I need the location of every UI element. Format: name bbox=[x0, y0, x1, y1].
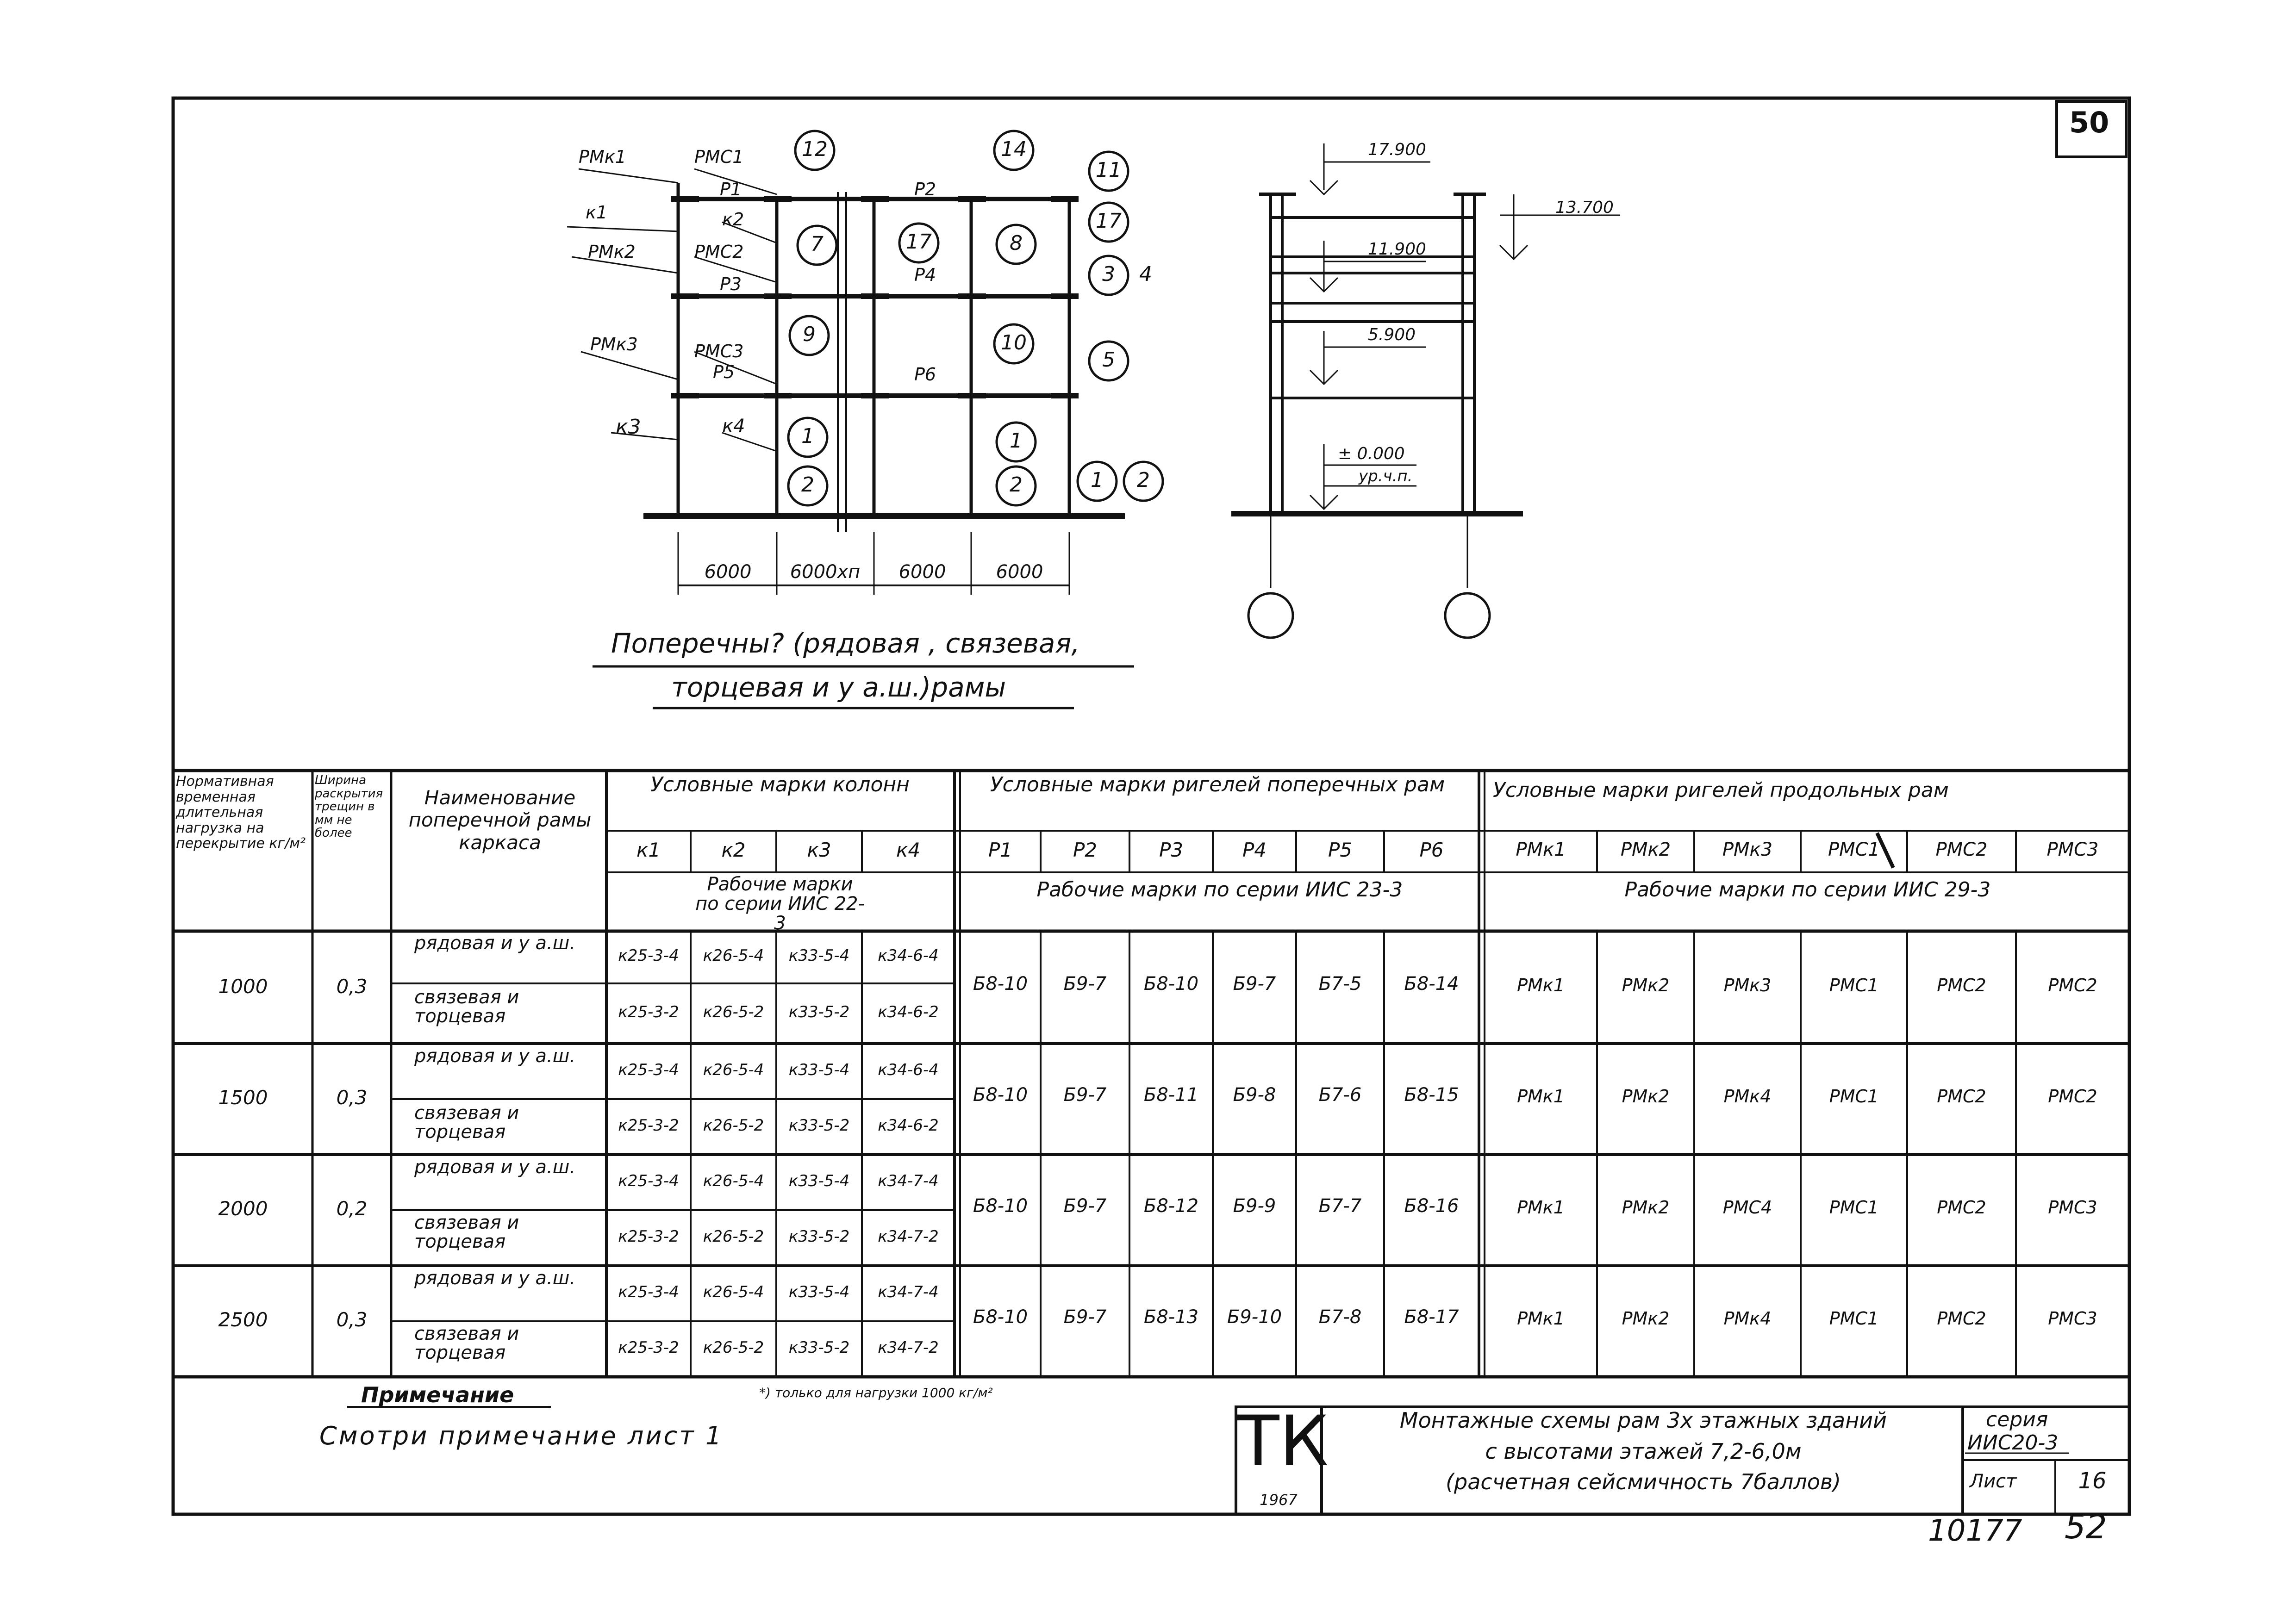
crack-value: 0,3 bbox=[336, 1086, 368, 1109]
table-cell: Б9-7 bbox=[1233, 973, 1276, 995]
col-mark-k2: к2 bbox=[721, 839, 746, 861]
node-17a: 17 bbox=[906, 230, 932, 254]
table-cell: Б8-10 bbox=[973, 1195, 1028, 1217]
node-4: 4 bbox=[1139, 262, 1152, 286]
header-columns: Условные марки колонн bbox=[650, 773, 910, 796]
table-cell: РМк4 bbox=[1723, 1308, 1772, 1329]
table-cell: Б8-13 bbox=[1143, 1306, 1199, 1328]
crack-value: 0,2 bbox=[336, 1197, 368, 1220]
table-cell: РМС1 bbox=[1829, 975, 1879, 995]
table-cell: к34-7-4 bbox=[878, 1283, 939, 1301]
trans-mark-p1: Р1 bbox=[988, 839, 1013, 861]
section-diagram bbox=[1231, 140, 1620, 638]
table-cell: РМк2 bbox=[1622, 1086, 1670, 1107]
node-9: 9 bbox=[803, 323, 816, 346]
node-2c: 2 bbox=[1137, 468, 1150, 492]
node-7: 7 bbox=[811, 232, 824, 256]
label-rmk3: РМк3 bbox=[590, 334, 638, 354]
frame-name: рядовая и у а.ш. bbox=[414, 1045, 576, 1067]
table-cell: РМС2 bbox=[1937, 1197, 1986, 1218]
table-cell: Б9-10 bbox=[1227, 1306, 1282, 1328]
table-cell: Б8-10 bbox=[973, 1084, 1028, 1106]
label-rmc2: РМС2 bbox=[694, 242, 744, 262]
node-8: 8 bbox=[1010, 231, 1023, 255]
table-cell: Б8-10 bbox=[973, 1306, 1028, 1328]
elev-11900: 11.900 bbox=[1368, 240, 1426, 259]
table-cell: Б8-14 bbox=[1404, 973, 1459, 995]
elev-0000: ± 0.000 bbox=[1338, 444, 1405, 463]
table-cell: к34-7-4 bbox=[878, 1172, 939, 1190]
node-5: 5 bbox=[1102, 348, 1115, 372]
table-cell: к33-5-4 bbox=[788, 946, 850, 965]
table-cell: Б7-5 bbox=[1318, 973, 1362, 995]
table-cell: РМС2 bbox=[1937, 1308, 1986, 1329]
bottom-number-left: 10177 bbox=[1928, 1514, 2022, 1548]
trans-mark-p5: Р5 bbox=[1328, 839, 1353, 861]
load-value: 2000 bbox=[218, 1197, 268, 1220]
header-load: Нормативная временная длительная нагрузка на перекрытие кг/м² bbox=[176, 773, 306, 852]
trans-mark-p4: Р4 bbox=[1242, 839, 1267, 861]
node-17b: 17 bbox=[1096, 209, 1122, 233]
table-cell: Б9-7 bbox=[1063, 1084, 1107, 1106]
elev-floor: ур.ч.п. bbox=[1359, 467, 1413, 485]
table-cell: Б8-17 bbox=[1404, 1306, 1459, 1328]
table-cell: РМк1 bbox=[1517, 1197, 1565, 1218]
col-mark-k3: к3 bbox=[807, 839, 831, 861]
table-cell: к34-6-2 bbox=[878, 1116, 939, 1135]
frame-name: связевая и торцевая bbox=[414, 1212, 519, 1252]
span-2: 6000хп bbox=[790, 561, 861, 583]
label-p3: Р3 bbox=[720, 274, 742, 294]
table-cell: Б7-7 bbox=[1318, 1195, 1362, 1217]
node-2a: 2 bbox=[801, 473, 814, 497]
footnote: *) только для нагрузки 1000 кг/м² bbox=[759, 1385, 993, 1400]
node-11: 11 bbox=[1096, 158, 1122, 182]
label-k2: к2 bbox=[722, 209, 744, 230]
table-cell: РМк2 bbox=[1622, 975, 1670, 995]
long-mark-4: РМС1 bbox=[1828, 839, 1880, 860]
frame-diagram bbox=[567, 131, 1163, 708]
table-cell: РМС3 bbox=[2048, 1308, 2097, 1329]
logo-tk: ТК bbox=[1237, 1401, 1329, 1482]
span-3: 6000 bbox=[898, 561, 946, 583]
table-cell: Б8-10 bbox=[1143, 973, 1199, 995]
table-cell: Б7-6 bbox=[1318, 1084, 1362, 1106]
frame-name: рядовая и у а.ш. bbox=[414, 1157, 576, 1178]
notes-text: Смотри примечание лист 1 bbox=[319, 1421, 724, 1450]
table-cell: Б8-16 bbox=[1404, 1195, 1459, 1217]
table-cell: к33-5-2 bbox=[788, 1338, 850, 1357]
table-cell: к33-5-4 bbox=[788, 1172, 850, 1190]
table-cell: к26-5-2 bbox=[703, 1003, 764, 1021]
table-cell: к26-5-4 bbox=[703, 1283, 764, 1301]
table-cell: к25-3-2 bbox=[618, 1227, 679, 1246]
label-p1: Р1 bbox=[720, 179, 742, 199]
long-mark-2: РМк2 bbox=[1620, 839, 1671, 860]
table-cell: Б7-8 bbox=[1318, 1306, 1362, 1328]
table-cell: к26-5-2 bbox=[703, 1227, 764, 1246]
span-4: 6000 bbox=[996, 561, 1043, 583]
header-crack: Ширина раскрытия трещин в мм не более bbox=[315, 773, 383, 840]
series-transverse: Рабочие марки по серии ИИС 23-3 bbox=[1036, 878, 1403, 902]
header-frame: Наименование поперечной рамы каркаса bbox=[408, 786, 592, 854]
table-cell: Б8-11 bbox=[1143, 1084, 1199, 1106]
label-rmk2: РМк2 bbox=[588, 242, 636, 262]
frame-name: связевая и торцевая bbox=[414, 1323, 519, 1363]
series-value: ИИС20-3 bbox=[1967, 1431, 2059, 1455]
long-mark-1: РМк1 bbox=[1516, 839, 1566, 860]
table-cell: РМк4 bbox=[1723, 1086, 1772, 1107]
node-1c: 1 bbox=[1091, 468, 1104, 492]
caption-line-1: Поперечны? (рядовая , связевая, bbox=[611, 628, 1080, 659]
table-cell: РМС3 bbox=[2048, 1197, 2097, 1218]
label-p2: Р2 bbox=[914, 179, 936, 199]
bottom-number-right: 52 bbox=[2065, 1507, 2107, 1546]
table-cell: к26-5-4 bbox=[703, 1061, 764, 1079]
node-1a: 1 bbox=[801, 424, 814, 448]
node-12: 12 bbox=[802, 137, 828, 161]
long-mark-3: РМк3 bbox=[1722, 839, 1773, 860]
table-cell: РМС2 bbox=[2048, 975, 2097, 995]
table-cell: Б8-10 bbox=[973, 973, 1028, 995]
table-cell: Б9-8 bbox=[1233, 1084, 1276, 1106]
table-cell: к26-5-4 bbox=[703, 1172, 764, 1190]
label-k4: к4 bbox=[722, 416, 745, 437]
table-cell: Б9-7 bbox=[1063, 1195, 1107, 1217]
label-p6: Р6 bbox=[914, 364, 936, 385]
crack-value: 0,3 bbox=[336, 975, 368, 998]
table-cell: к33-5-4 bbox=[788, 1283, 850, 1301]
table-cell: к25-3-4 bbox=[618, 1283, 679, 1301]
label-k3: к3 bbox=[616, 415, 641, 439]
header-longitudinal: Условные марки ригелей продольных рам bbox=[1493, 778, 1949, 802]
table-cell: Б8-15 bbox=[1404, 1084, 1459, 1106]
frame-name: рядовая и у а.ш. bbox=[414, 1268, 576, 1289]
table-cell: к34-6-4 bbox=[878, 1061, 939, 1079]
table-cell: РМС2 bbox=[2048, 1086, 2097, 1107]
node-3: 3 bbox=[1102, 262, 1115, 286]
table-cell: РМк1 bbox=[1517, 975, 1565, 995]
caption-line-2: торцевая и у а.ш.)рамы bbox=[671, 672, 1006, 703]
label-rmk1: РМк1 bbox=[579, 147, 626, 167]
col-mark-k1: к1 bbox=[636, 839, 661, 861]
table-cell: к26-5-4 bbox=[703, 946, 764, 965]
table-cell: РМС4 bbox=[1722, 1197, 1772, 1218]
label-rmc3: РМС3 bbox=[694, 341, 744, 361]
long-mark-5: РМС2 bbox=[1935, 839, 1988, 860]
sheet-label: Лист bbox=[1970, 1471, 2017, 1492]
label-k1: к1 bbox=[586, 202, 608, 223]
label-p5: Р5 bbox=[713, 362, 735, 382]
frame-name: рядовая и у а.ш. bbox=[414, 933, 576, 954]
table-cell: к25-3-4 bbox=[618, 946, 679, 965]
node-14: 14 bbox=[1001, 137, 1027, 161]
table-cell: к33-5-2 bbox=[788, 1116, 850, 1135]
sheet-value: 16 bbox=[2078, 1468, 2107, 1494]
node-2b: 2 bbox=[1010, 473, 1023, 497]
node-1b: 1 bbox=[1010, 429, 1023, 453]
title-line-2: с высотами этажей 7,2-6,0м bbox=[1485, 1439, 1802, 1464]
table-cell: к26-5-2 bbox=[703, 1116, 764, 1135]
span-1: 6000 bbox=[704, 561, 752, 583]
table-cell: к34-7-2 bbox=[878, 1338, 939, 1357]
title-line-3: (расчетная сейсмичность 7баллов) bbox=[1446, 1469, 1841, 1494]
frame-name: связевая и торцевая bbox=[414, 1102, 519, 1143]
table-cell: Б8-12 bbox=[1143, 1195, 1199, 1217]
table-cell: РМк1 bbox=[1517, 1086, 1565, 1107]
table-cell: к33-5-4 bbox=[788, 1061, 850, 1079]
load-value: 1000 bbox=[218, 975, 268, 998]
table-cell: РМк1 bbox=[1517, 1308, 1565, 1329]
table-cell: РМС2 bbox=[1937, 1086, 1986, 1107]
table-cell: РМк2 bbox=[1622, 1308, 1670, 1329]
label-p4: Р4 bbox=[914, 265, 936, 285]
label-rmc1: РМС1 bbox=[694, 147, 744, 167]
table-cell: Б9-7 bbox=[1063, 973, 1107, 995]
table-cell: к25-3-2 bbox=[618, 1003, 679, 1021]
table-cell: к25-3-4 bbox=[618, 1061, 679, 1079]
title-line-1: Монтажные схемы рам 3х этажных зданий bbox=[1399, 1408, 1887, 1433]
trans-mark-p3: Р3 bbox=[1159, 839, 1184, 861]
table-cell: РМк2 bbox=[1622, 1197, 1670, 1218]
table-cell: к25-3-2 bbox=[618, 1116, 679, 1135]
table-cell: к26-5-2 bbox=[703, 1338, 764, 1357]
elev-5900: 5.900 bbox=[1368, 325, 1416, 344]
table-cell: РМС1 bbox=[1829, 1308, 1879, 1329]
series-longitudinal: Рабочие марки по серии ИИС 29-3 bbox=[1624, 878, 1991, 902]
table-cell: к33-5-2 bbox=[788, 1227, 850, 1246]
elev-17900: 17.900 bbox=[1368, 140, 1426, 159]
table-cell: к25-3-2 bbox=[618, 1338, 679, 1357]
table-cell: к34-6-2 bbox=[878, 1003, 939, 1021]
series-columns: Рабочие марки по серии ИИС 22-3 bbox=[695, 874, 865, 934]
frame-name: связевая и торцевая bbox=[414, 987, 519, 1027]
elev-13700: 13.700 bbox=[1555, 198, 1614, 217]
table-cell: РМС1 bbox=[1829, 1197, 1879, 1218]
load-value: 1500 bbox=[218, 1086, 268, 1109]
long-mark-6: РМС3 bbox=[2046, 839, 2099, 860]
node-10: 10 bbox=[1001, 331, 1027, 354]
title-year: 1967 bbox=[1260, 1491, 1298, 1509]
table-cell: РМС1 bbox=[1829, 1086, 1879, 1107]
table-cell: к33-5-2 bbox=[788, 1003, 850, 1021]
table-cell: Б9-7 bbox=[1063, 1306, 1107, 1328]
trans-mark-p6: Р6 bbox=[1419, 839, 1444, 861]
trans-mark-p2: Р2 bbox=[1073, 839, 1098, 861]
table-cell: к25-3-4 bbox=[618, 1172, 679, 1190]
series-label: серия bbox=[1986, 1408, 2048, 1431]
table-cell: к34-6-4 bbox=[878, 946, 939, 965]
notes-heading: Примечание bbox=[361, 1382, 514, 1407]
table-cell: к34-7-2 bbox=[878, 1227, 939, 1246]
col-mark-k4: к4 bbox=[896, 839, 921, 861]
table-cell: РМС2 bbox=[1937, 975, 1986, 995]
header-transverse: Условные марки ригелей поперечных рам bbox=[990, 773, 1445, 796]
sheet-number-top: 50 bbox=[2069, 106, 2109, 139]
table-cell: РМк3 bbox=[1723, 975, 1772, 995]
crack-value: 0,3 bbox=[336, 1308, 368, 1331]
table-cell: Б9-9 bbox=[1233, 1195, 1276, 1217]
load-value: 2500 bbox=[218, 1308, 268, 1331]
